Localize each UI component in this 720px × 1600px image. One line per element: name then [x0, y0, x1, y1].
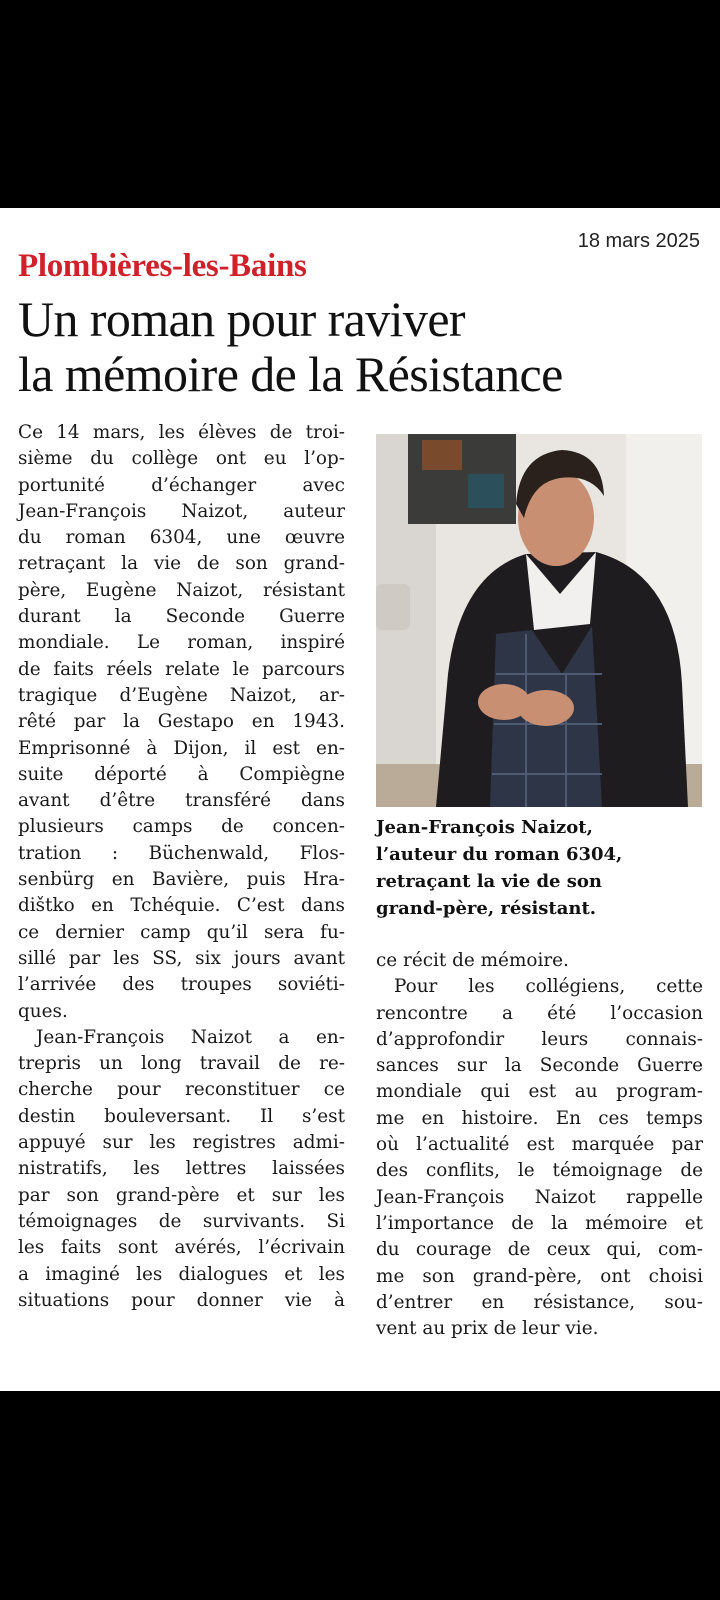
body-text-line: l’importance de la mémoire et: [376, 1212, 703, 1234]
body-text-line: d’approfondir leurs connais-: [376, 1028, 703, 1050]
body-text-line: les faits sont avérés, l’écrivain: [18, 1237, 345, 1259]
body-text-line: dištko en Tchéquie. C’est dans: [18, 895, 345, 917]
body-text-line: des conflits, le témoignage de: [376, 1160, 703, 1182]
body-text-line: portunité d’échanger avec: [18, 474, 345, 496]
body-text-line: sillé par les SS, six jours avant: [18, 947, 345, 969]
headline-line: la mémoire de la Résistance: [18, 346, 563, 402]
article-headline: [18, 292, 708, 402]
body-text-line: témoignages de survivants. Si: [18, 1210, 345, 1232]
body-text-line: sième du collège ont eu l’op-: [18, 448, 345, 470]
body-text-line: avant d’être transféré dans: [18, 790, 345, 812]
caption-line: retraçant la vie de son: [376, 871, 603, 892]
headline-line: Un roman pour raviver: [18, 291, 465, 347]
body-text-line: Ce 14 mars, les élèves de troi-: [18, 422, 345, 443]
body-text-line: nistratifs, les lettres laissées: [18, 1158, 345, 1180]
article-photo: [376, 434, 702, 807]
body-text-line: Pour les collégiens, cette: [394, 976, 703, 998]
body-text-line: ce récit de mémoire.: [376, 950, 569, 971]
body-text-line: sances sur la Seconde Guerre: [376, 1055, 703, 1077]
body-text-line: tragique d’Eugène Naizot, ar-: [18, 684, 345, 706]
body-text-line: de faits réels relate le parcours: [18, 658, 345, 680]
photo-caption: [376, 814, 706, 922]
body-text-line: me son grand-père, ont choisi: [376, 1265, 703, 1287]
body-text-line: senbürg en Bavière, puis Hra-: [18, 869, 345, 891]
body-text-line: suite déporté à Compiègne: [18, 763, 345, 785]
body-text-line: vent au prix de leur vie.: [376, 1318, 599, 1340]
article-kicker: Plombières-les-Bains: [18, 248, 307, 284]
body-text-line: du courage de ceux qui, com-: [376, 1239, 703, 1261]
body-text-line: Emprisonné à Dijon, il est en-: [18, 737, 345, 759]
body-text-line: par son grand-père et sur les: [18, 1184, 345, 1206]
body-text-line: où l’actualité est marquée par: [376, 1134, 703, 1156]
body-text-line: mondiale qui est au program-: [376, 1081, 703, 1103]
body-text-line: d’entrer en résistance, sou-: [376, 1291, 703, 1313]
body-text-line: destin bouleversant. Il s’est: [18, 1105, 345, 1127]
body-text-line: rêté par la Gestapo en 1943.: [18, 711, 345, 733]
caption-line: l’auteur du roman 6304,: [376, 844, 623, 865]
body-text-line: tration : Büchenwald, Flos-: [18, 842, 345, 864]
body-text-line: Jean-François Naizot, auteur: [18, 500, 345, 522]
article-body-right-column: [376, 948, 703, 1342]
body-text-line: l’arrivée des troupes soviéti-: [18, 974, 345, 996]
body-text-line: plusieurs camps de concen-: [18, 816, 345, 838]
body-text-line: Jean-François Naizot rappelle: [376, 1186, 703, 1208]
body-text-line: trepris un long travail de re-: [18, 1053, 345, 1075]
article-date: 18 mars 2025: [577, 230, 700, 252]
article-clipping: [0, 208, 720, 1391]
body-text-line: du roman 6304, une œuvre: [18, 527, 345, 549]
body-text-line: durant la Seconde Guerre: [18, 606, 345, 628]
body-text-line: appuyé sur les registres admi-: [18, 1132, 345, 1154]
body-text-line: ques.: [18, 1000, 68, 1022]
caption-line: Jean-François Naizot,: [376, 817, 593, 838]
body-text-line: me en histoire. En ces temps: [376, 1107, 703, 1129]
caption-line: grand-père, résistant.: [376, 898, 597, 919]
body-text-line: mondiale. Le roman, inspiré: [18, 632, 345, 654]
body-text-line: a imaginé les dialogues et les: [18, 1263, 345, 1285]
photo-illustration: [376, 434, 702, 807]
body-text-line: rencontre a été l’occasion: [376, 1002, 703, 1024]
body-text-line: père, Eugène Naizot, résistant: [18, 579, 345, 601]
body-text-line: Jean-François Naizot a en-: [36, 1026, 345, 1048]
article-body-left-column: [18, 420, 345, 1314]
body-text-line: retraçant la vie de son grand-: [18, 553, 345, 575]
body-text-line: ce dernier camp qu’il sera fu-: [18, 921, 345, 943]
body-text-line: situations pour donner vie à: [18, 1289, 345, 1311]
body-text-line: cherche pour reconstituer ce: [18, 1079, 345, 1101]
